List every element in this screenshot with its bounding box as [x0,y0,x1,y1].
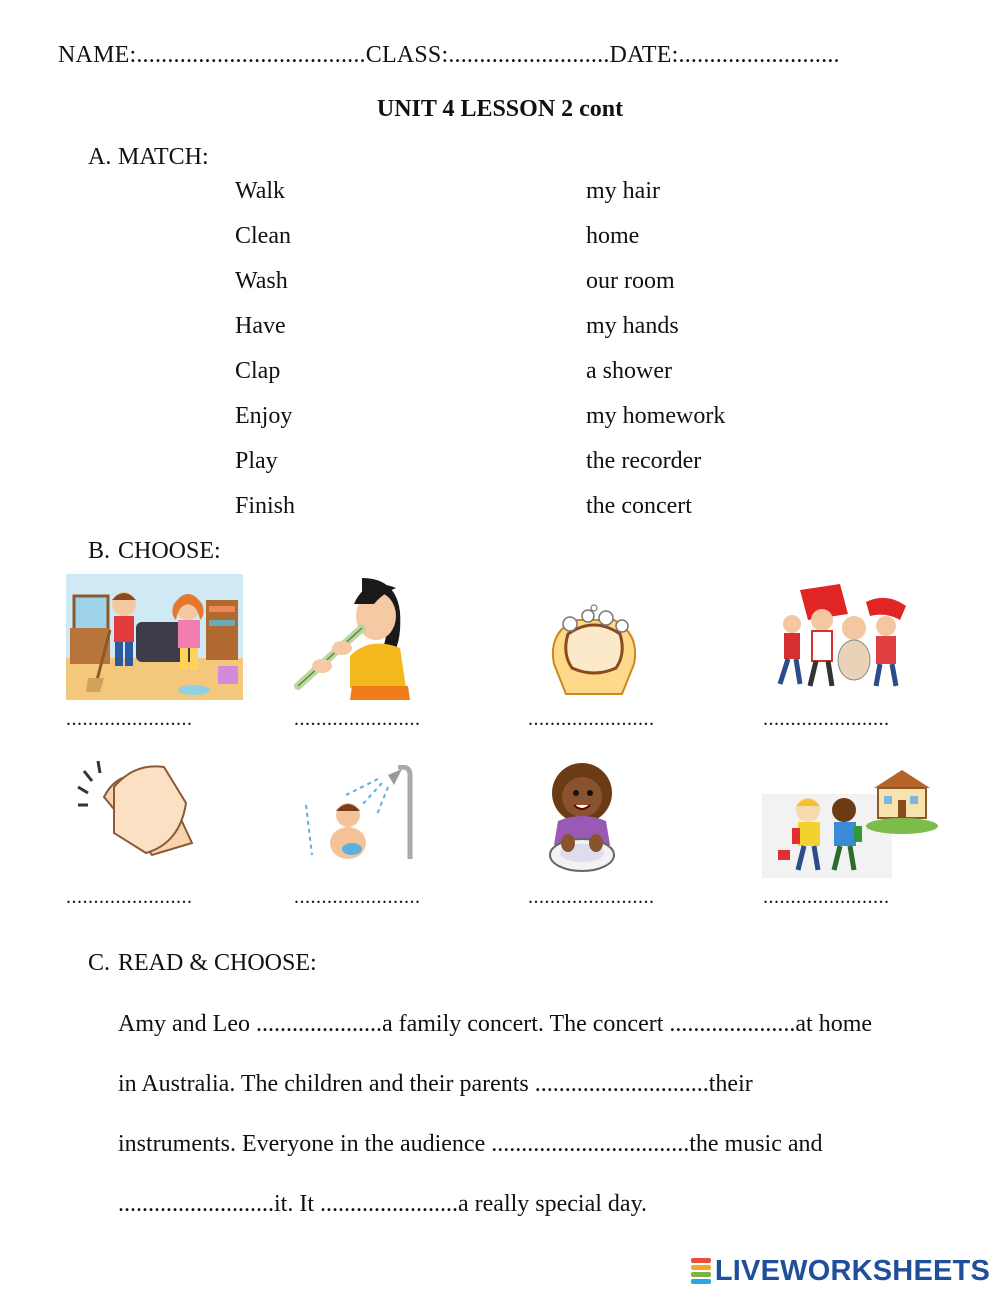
student-info-line [58,42,840,69]
clapping-hands-picture [74,757,194,857]
match-left-item[interactable]: Clean [235,223,291,249]
class-label: CLASS: [365,42,449,68]
match-left-item[interactable]: Play [235,448,278,474]
choose-blank[interactable]: ....................... [294,886,421,908]
date-blank[interactable]: .......................... [678,42,840,68]
choose-blank[interactable]: ....................... [294,708,421,730]
paragraph-line[interactable]: Amy and Leo .....................a family concert. The concert .....................at home [118,1011,873,1037]
match-right-item[interactable]: home [586,223,640,249]
brand-name: LIVEWORKSHEETS [714,1254,990,1287]
choose-blank[interactable]: ....................... [763,886,890,908]
boy-having-shower-picture [302,765,418,859]
name-blank[interactable]: ..................................... [136,42,366,68]
section-c-title: READ & CHOOSE: [118,950,317,976]
match-left-item[interactable]: Walk [235,178,286,204]
children-walking-home-picture [762,768,938,878]
choose-blank[interactable]: ....................... [66,886,193,908]
page-title: UNIT 4 LESSON 2 cont [376,96,624,122]
section-a-number: A. [88,144,112,170]
liveworksheets-logo [691,1254,990,1288]
section-b-title: CHOOSE: [118,538,221,564]
match-left-item[interactable]: Finish [235,493,296,519]
name-label: NAME: [58,42,137,68]
section-b-heading [88,538,221,565]
choose-blank[interactable]: ....................... [528,886,655,908]
paragraph-line[interactable]: in Australia. The children and their parents .............................their [118,1071,753,1097]
match-right-item[interactable]: my homework [586,403,726,429]
audience-cheering-picture [770,580,910,690]
section-a-heading [88,144,209,171]
section-c-number: C. [88,950,111,976]
liveworksheets-logo-icon [691,1258,711,1284]
match-right-item[interactable]: the concert [586,493,692,519]
match-left-column [235,178,295,538]
girl-washing-hair-picture [532,757,632,879]
girl-playing-recorder-picture [290,574,416,700]
match-left-item[interactable]: Wash [235,268,288,294]
match-right-item[interactable]: my hair [586,178,660,204]
match-left-item[interactable]: Have [235,313,286,339]
match-right-column [586,178,725,538]
choose-blank[interactable]: ....................... [763,708,890,730]
match-right-item[interactable]: a shower [586,358,672,384]
children-cleaning-room-picture [66,574,243,700]
choose-blank[interactable]: ....................... [66,708,193,730]
match-left-item[interactable]: Enjoy [235,403,293,429]
section-b-number: B. [88,538,111,564]
match-left-item[interactable]: Clap [235,358,281,384]
section-a-title: MATCH: [118,144,209,170]
washing-hands-picture [548,604,640,696]
section-c-heading [88,950,317,977]
match-right-item[interactable]: my hands [586,313,679,339]
paragraph-line[interactable]: instruments. Everyone in the audience .................................the music and [118,1131,823,1157]
date-label: DATE: [609,42,679,68]
choose-blank[interactable]: ....................... [528,708,655,730]
class-blank[interactable]: .......................... [448,42,610,68]
match-right-item[interactable]: our room [586,268,675,294]
match-right-item[interactable]: the recorder [586,448,702,474]
paragraph-line[interactable]: ..........................it. It .......................a really special day. [118,1191,648,1217]
